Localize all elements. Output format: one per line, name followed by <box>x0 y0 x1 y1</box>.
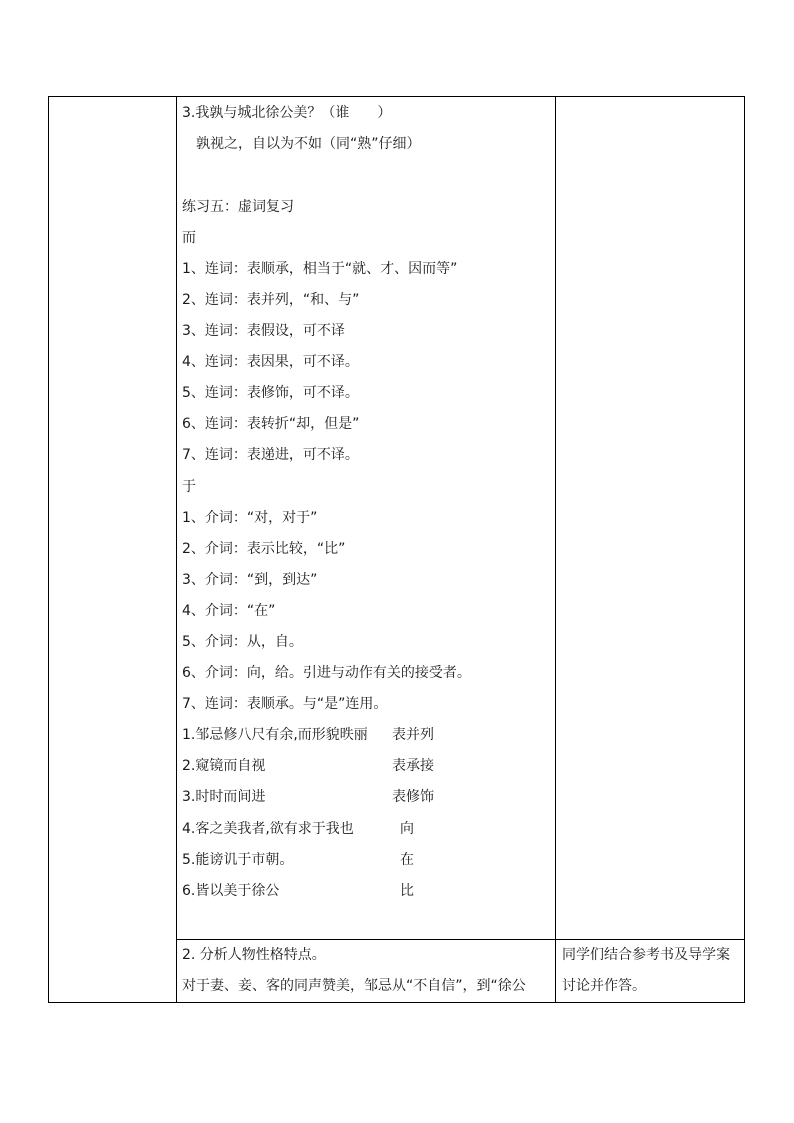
table-bottom-border <box>48 1002 745 1003</box>
er-item: 5、连词：表修饰，可不译。 <box>182 385 359 401</box>
yu-item: 6、介词：向，给。引进与动作有关的接受者。 <box>182 665 471 681</box>
column-divider-1 <box>176 96 177 1003</box>
example-sentence: 1.邹忌修八尺有余,而形貌昳丽 <box>182 727 368 743</box>
task-title: 2. 分析人物性格特点。 <box>182 947 326 963</box>
example-sentence: 3.时时而间进 <box>182 789 266 805</box>
yu-item: 1、介词：“对，对于” <box>182 510 318 526</box>
question-3-note: 孰视之，自以为不如（同“熟”仔细） <box>196 136 421 152</box>
yu-item: 4、介词：“在” <box>182 603 276 619</box>
column-divider-2 <box>555 96 556 1003</box>
lower-note-cell <box>562 940 742 1002</box>
exercise-5-title: 练习五：虚词复习 <box>182 199 294 215</box>
yu-item: 3、介词：“到，到达” <box>182 572 318 588</box>
question-3-line: 3.我孰与城北徐公美？（谁 ） <box>182 105 392 121</box>
upper-content-cell <box>182 96 552 939</box>
er-item: 7、连词：表递进，可不译。 <box>182 447 359 463</box>
lower-content-cell <box>182 940 552 1002</box>
example-sentence: 4.客之美我者,欲有求于我也 <box>182 821 354 837</box>
er-heading: 而 <box>182 230 196 246</box>
example-sentence: 5.能谤讥于市朝。 <box>182 852 294 868</box>
example-sentence: 2.窥镜而自视 <box>182 758 266 774</box>
table-right-border <box>744 96 745 1003</box>
example-sentence: 6.皆以美于徐公 <box>182 883 280 899</box>
er-item: 4、连词：表因果，可不译。 <box>182 354 359 370</box>
example-answer: 在 <box>400 852 414 868</box>
er-item: 3、连词：表假设，可不译 <box>182 323 345 339</box>
yu-item: 7、连词：表顺承。与“是”连用。 <box>182 696 388 712</box>
document-table <box>48 96 745 1003</box>
example-answer: 比 <box>400 883 414 899</box>
note-line: 同学们结合参考书及导学案 <box>562 947 730 963</box>
yu-item: 5、介词：从，自。 <box>182 634 303 650</box>
er-item: 2、连词：表并列，“和、与” <box>182 292 360 308</box>
example-answer: 表并列 <box>392 727 434 743</box>
er-item: 1、连词：表顺承，相当于“就、才、因而等” <box>182 261 458 277</box>
note-line: 讨论并作答。 <box>562 978 646 994</box>
example-answer: 向 <box>400 821 414 837</box>
example-answer: 表承接 <box>392 758 434 774</box>
example-answer: 表修饰 <box>392 789 434 805</box>
er-item: 6、连词：表转折“却，但是” <box>182 416 360 432</box>
yu-heading: 于 <box>182 479 196 495</box>
yu-item: 2、介词：表示比较，“比” <box>182 541 346 557</box>
task-text: 对于妻、妾、客的同声赞美，邹忌从“不自信”，到“徐公 <box>182 978 526 994</box>
table-left-border <box>48 96 49 1003</box>
